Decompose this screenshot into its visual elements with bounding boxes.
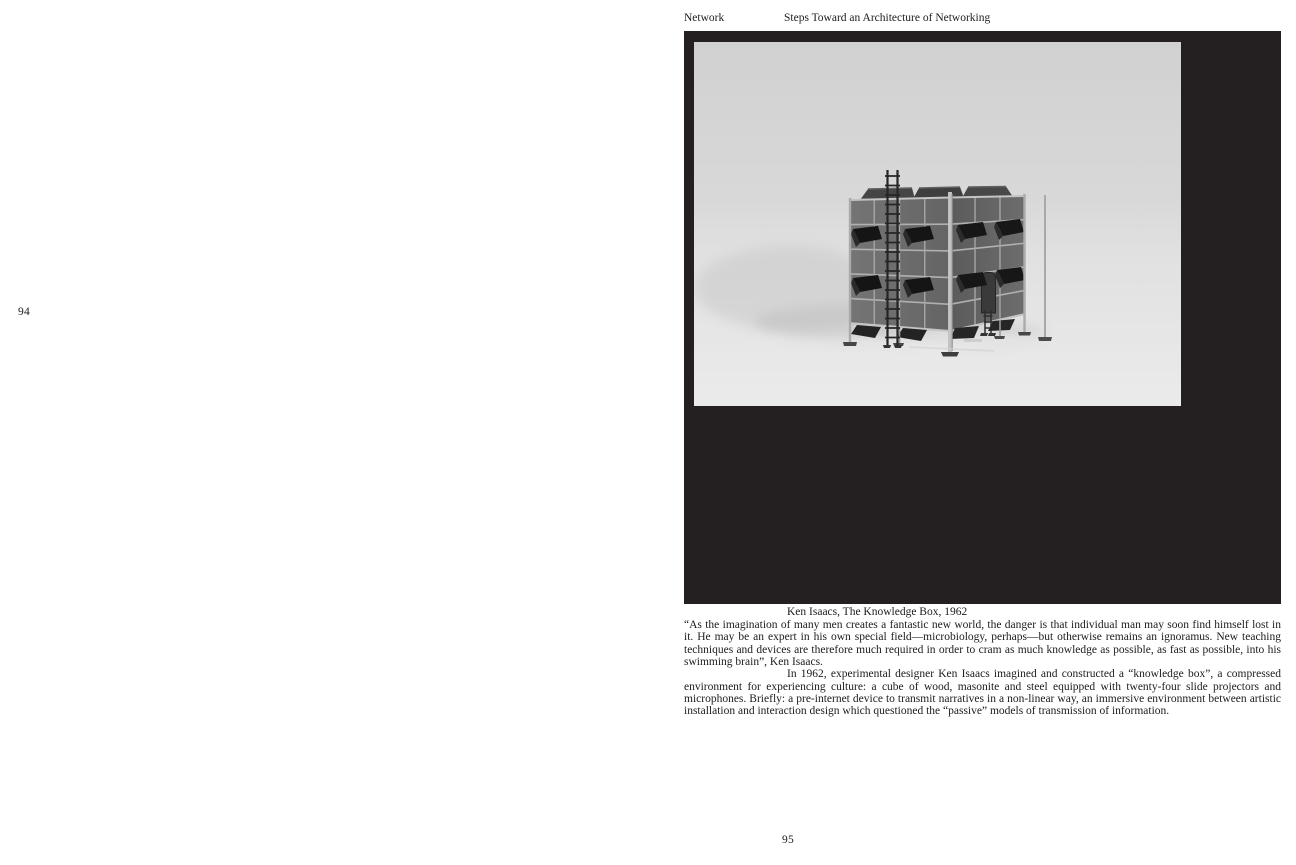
running-head-section: Network — [684, 12, 725, 24]
body-paragraph-description: In 1962, experimental designer Ken Isaacs imagined and constructed a “knowledge box”, a compressed environment for experiencing culture: a cube of wood, masonite and steel equipped with twenty-four slide projectors and microphones. Briefly: a pre-internet device to transmit narratives in a non-linear way, an immersive environment between artistic installation and interaction design which questioned the “passive” models of transmission of information. — [684, 668, 1281, 718]
knowledge-box-photograph — [694, 42, 1181, 406]
figure-plate — [684, 31, 1281, 604]
page-number-right: 95 — [782, 834, 794, 846]
figure-caption: Ken Isaacs, The Knowledge Box, 1962 — [787, 606, 968, 618]
running-head — [684, 12, 1281, 24]
body-text — [684, 619, 1281, 718]
body-paragraph-quote: “As the imagination of many men creates a fantastic new world, the danger is that individual man may soon find himself lost in it. He may be an expert in his own special field—microbiology, perhaps—but otherwise remains an ignoramus. New teaching techniques and devices are therefore much required in order to cram as much knowledge as possible, as fast as possible, into his swimming brain”, Ken Isaacs. — [684, 619, 1281, 669]
page-number-left: 94 — [18, 306, 30, 318]
running-head-title: Steps Toward an Architecture of Networking — [784, 12, 991, 24]
